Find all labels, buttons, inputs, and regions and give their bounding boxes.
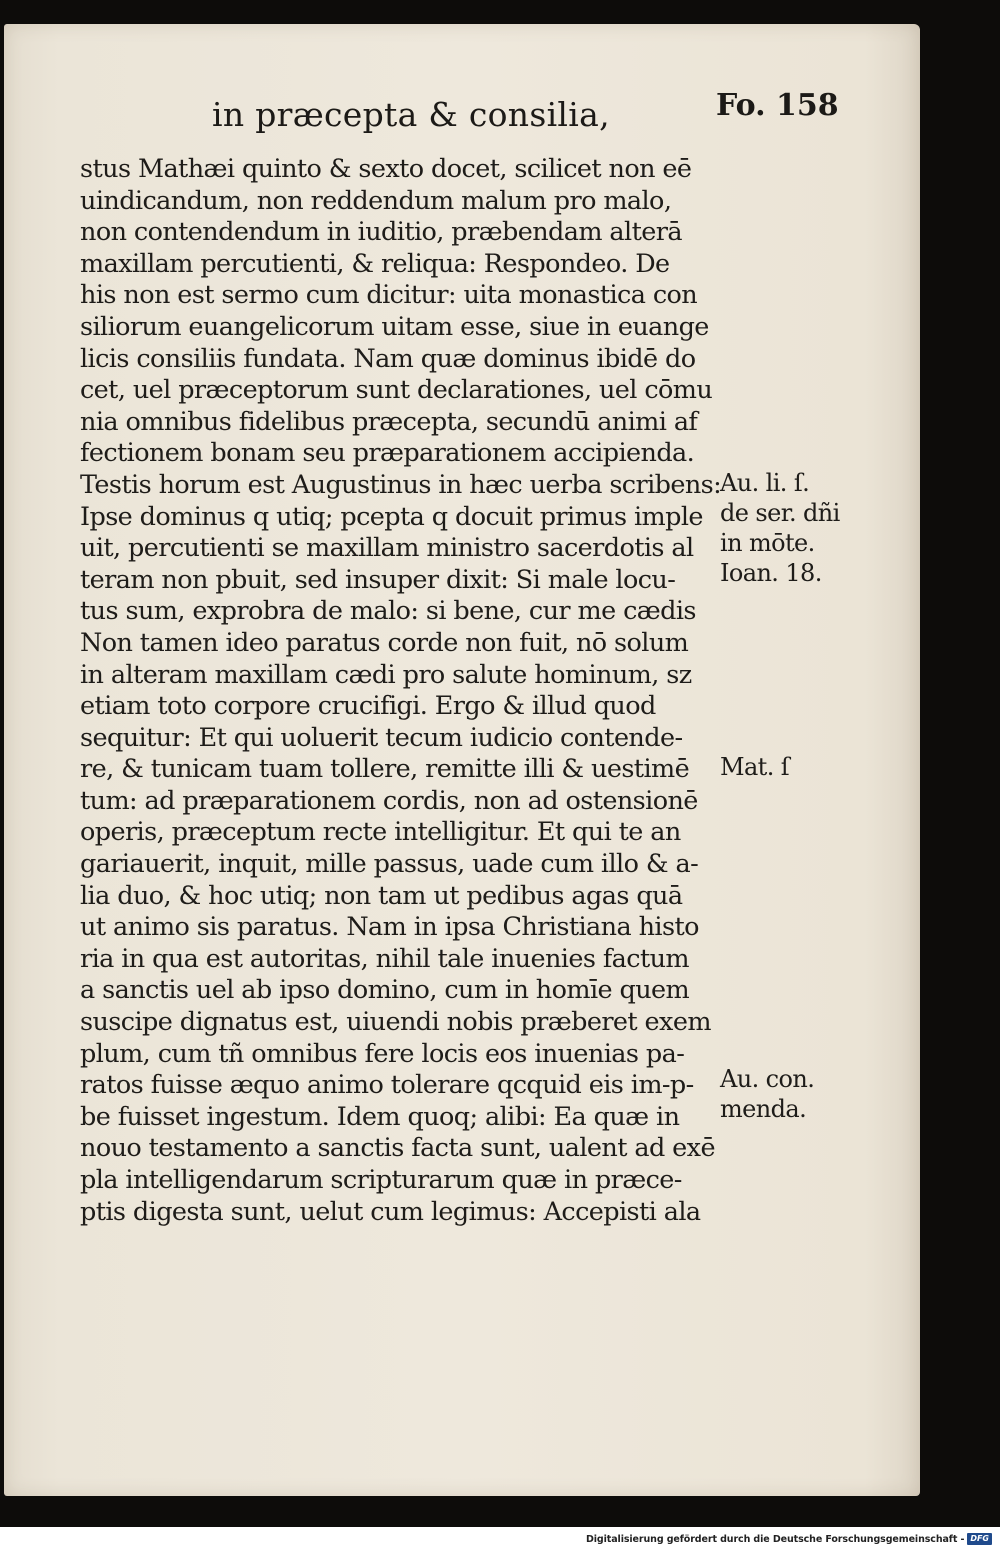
text-line: stus Mathæi quinto & sexto docet, scilicet non eē: [80, 154, 692, 184]
text-line: Ipse dominus q utiq; pcepta q docuit primus imple: [80, 501, 703, 532]
margin-note-line: Ioan. 18.: [720, 559, 822, 587]
digitization-credit: [586, 1532, 992, 1546]
text-line: teram non pbuit, sed insuper dixit: Si male locu-: [80, 564, 676, 595]
text-line: ptis digesta sunt, uelut cum legimus: Accepisti ala: [80, 1196, 701, 1227]
book-page: [4, 24, 920, 1496]
folio-number: Fo. 158: [716, 88, 839, 123]
text-line: nouo testamento a sanctis facta sunt, ualent ad exē: [80, 1133, 715, 1164]
text-line: fectionem bonam seu præparationem accipienda.: [80, 438, 695, 469]
running-head: in præcepta & consilia,: [212, 95, 610, 134]
margin-note-line: menda.: [720, 1095, 807, 1123]
text-line: uindicandum, non reddendum malum pro malo,: [80, 185, 672, 216]
text-line: in alteram maxillam cædi pro salute hominum, sz: [80, 659, 692, 690]
text-line: ratos fuisse æquo animo tolerare qcquid eis im-p-: [80, 1070, 694, 1101]
text-line: siliorum euangelicorum uitam esse, siue in euange: [80, 311, 709, 342]
text-line: a sanctis uel ab ipso domino, cum in homīe quem: [80, 975, 690, 1006]
text-line: cet, uel præceptorum sunt declarationes, uel cōmu: [80, 375, 713, 406]
body-text: [80, 154, 722, 1228]
text-line: his non est sermo cum dicitur: uita monastica con: [80, 280, 698, 311]
text-line: tus sum, exprobra de malo: si bene, cur me cædis: [80, 596, 696, 627]
text-line: lia duo, & hoc utiq; non tam ut pedibus agas quā: [80, 880, 683, 911]
text-line: Testis horum est Augustinus in hæc uerba scribens:: [80, 469, 722, 500]
margin-note-line: in mōte.: [720, 529, 815, 557]
text-line: suscipe dignatus est, uiuendi nobis præberet exem: [80, 1007, 711, 1038]
text-line: nia omnibus fidelibus præcepta, secundū animi af: [80, 406, 698, 437]
credit-text: Digitalisierung gefördert durch die Deutsche Forschungsgemeinschaft -: [585, 1533, 965, 1545]
margin-note: [720, 1064, 814, 1124]
text-line: sequitur: Et qui uoluerit tecum iudicio contende-: [80, 722, 683, 753]
text-line: ut animo sis paratus. Nam in ipsa Christiana histo: [80, 912, 699, 943]
text-line: be fuisset ingestum. Idem quoq; alibi: Ea quæ in: [80, 1101, 680, 1132]
text-line: etiam toto corpore crucifigi. Ergo & illud quod: [80, 691, 656, 722]
text-line: plum, cum tñ omnibus fere locis eos inuenias pa-: [80, 1038, 685, 1069]
margin-note: [720, 468, 840, 588]
text-line: Non tamen ideo paratus corde non fuit, nō solum: [80, 627, 689, 658]
margin-note-line: Mat. ſ: [720, 753, 790, 781]
text-line: licis consiliis fundata. Nam quæ dominus ibidē do: [80, 343, 696, 374]
margin-note-line: Au. li. ſ.: [720, 469, 810, 497]
dfg-logo[interactable]: DFG: [967, 1533, 992, 1545]
text-line: tum: ad præparationem cordis, non ad ostensionē: [80, 785, 698, 816]
text-line: operis, præceptum recte intelligitur. Et qui te an: [80, 817, 681, 848]
text-line: gariauerit, inquit, mille passus, uade cum illo & a-: [80, 849, 699, 880]
text-line: non contendendum in iuditio, præbendam alterā: [80, 217, 682, 248]
margin-note-line: Au. con.: [720, 1065, 815, 1093]
margin-note-line: de ser. dñi: [720, 499, 840, 527]
text-line: ria in qua est autoritas, nihil tale inuenies factum: [80, 943, 689, 974]
margin-note: [720, 752, 789, 782]
text-line: uit, percutienti se maxillam ministro sacerdotis al: [80, 533, 694, 564]
text-line: pla intelligendarum scripturarum quæ in præce-: [80, 1165, 682, 1195]
text-line: re, & tunicam tuam tollere, remitte illi & uestimē: [80, 754, 690, 785]
text-line: maxillam percutienti, & reliqua: Respondeo. De: [80, 248, 670, 279]
